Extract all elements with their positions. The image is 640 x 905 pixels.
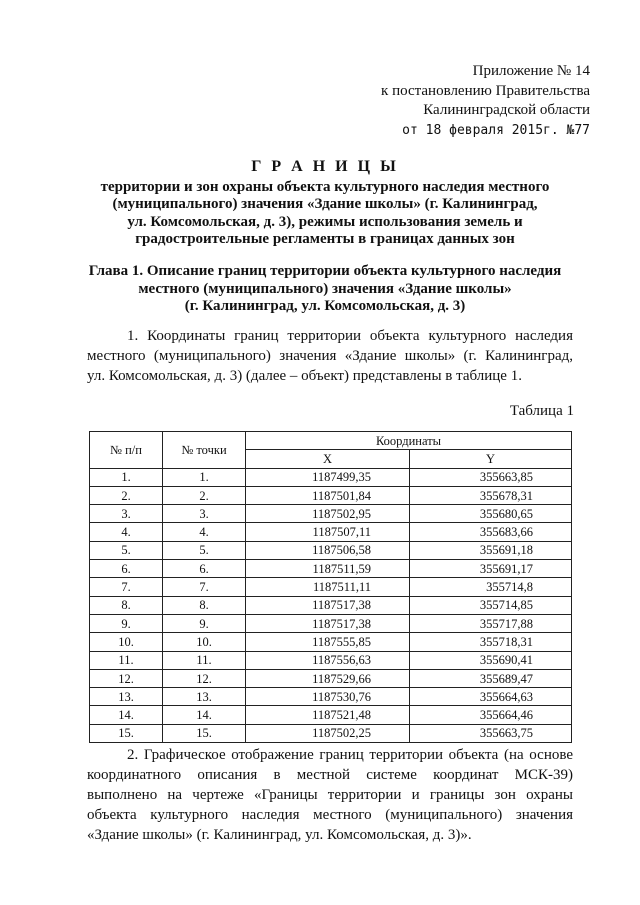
table-body: [90, 468, 572, 742]
header-coordinates: Координаты: [246, 432, 572, 450]
cell-point: 8.: [163, 596, 246, 614]
header-num: № п/п: [90, 432, 163, 469]
cell-num: 13.: [90, 688, 163, 706]
cell-x: 1187530,76: [246, 688, 410, 706]
title-line-2: (муниципального) значения «Здание школы» (г. Калининград,: [112, 196, 538, 212]
cell-x: 1187501,84: [246, 486, 410, 504]
cell-point: 12.: [163, 669, 246, 687]
table-row: [90, 596, 572, 614]
cell-num: 4.: [90, 523, 163, 541]
table-row: [90, 486, 572, 504]
paragraph-1-line-2: местного (муниципального) значения «Здание школы» (г. Калининград,: [87, 348, 573, 364]
cell-point: 2.: [163, 486, 246, 504]
cell-point: 15.: [163, 724, 246, 742]
chapter-heading: [70, 263, 580, 316]
cell-point: 9.: [163, 614, 246, 632]
cell-y: 355714,85: [410, 596, 572, 614]
chapter-line-2: местного (муниципального) значения «Здание школы»: [138, 280, 512, 297]
cell-y: 355691,17: [410, 560, 572, 578]
table-row: [90, 614, 572, 632]
cell-x: 1187502,95: [246, 505, 410, 523]
cell-x: 1187521,48: [246, 706, 410, 724]
table-row: [90, 706, 572, 724]
table-row: [90, 688, 572, 706]
table-row: [90, 523, 572, 541]
cell-point: 13.: [163, 688, 246, 706]
cell-num: 7.: [90, 578, 163, 596]
chapter-line-1: Глава 1. Описание границ территории объекта культурного наследия: [88, 263, 562, 279]
paragraph-2-line-1: 2. Графическое отображение границ территории объекта (на основе: [127, 747, 573, 763]
table-row: [90, 541, 572, 559]
paragraph-1-line-3: ул. Комсомольская, д. 3) (далее – объект) представлены в таблице 1.: [87, 368, 522, 384]
appendix-region: Калининградской области: [423, 102, 590, 118]
cell-num: 15.: [90, 724, 163, 742]
title-main: Г Р А Н И Ц Ы: [251, 158, 399, 175]
table-row: [90, 651, 572, 669]
paragraph-1: [87, 326, 573, 386]
cell-num: 8.: [90, 596, 163, 614]
cell-num: 1.: [90, 468, 163, 486]
cell-num: 11.: [90, 651, 163, 669]
header-x: X: [246, 450, 410, 468]
title-line-3: ул. Комсомольская, д. 3), режимы использования земель и: [127, 213, 523, 230]
coordinates-table: [89, 431, 572, 743]
table-row: [90, 578, 572, 596]
cell-num: 12.: [90, 669, 163, 687]
cell-point: 4.: [163, 523, 246, 541]
cell-point: 3.: [163, 505, 246, 523]
cell-num: 6.: [90, 560, 163, 578]
appendix-resolution: к постановлению Правительства: [381, 82, 590, 99]
cell-num: 5.: [90, 541, 163, 559]
cell-y: 355717,88: [410, 614, 572, 632]
table-row: [90, 669, 572, 687]
paragraph-2-line-3: выполнено на чертеже «Границы территории и границы зон охраны: [87, 787, 573, 803]
cell-y: 355663,85: [410, 468, 572, 486]
cell-x: 1187517,38: [246, 614, 410, 632]
cell-y: 355678,31: [410, 486, 572, 504]
paragraph-1-line-1: 1. Координаты границ территории объекта культурного наследия: [127, 328, 573, 344]
table-caption: Таблица 1: [509, 403, 574, 419]
cell-point: 6.: [163, 560, 246, 578]
cell-y: 355683,66: [410, 523, 572, 541]
header-y: Y: [410, 450, 572, 468]
cell-x: 1187511,11: [246, 578, 410, 596]
cell-point: 7.: [163, 578, 246, 596]
cell-point: 11.: [163, 651, 246, 669]
appendix-date: от 18 февраля 2015г. №77: [402, 122, 590, 138]
cell-y: 355664,63: [410, 688, 572, 706]
header-point: № точки: [163, 432, 246, 469]
cell-x: 1187502,25: [246, 724, 410, 742]
cell-point: 5.: [163, 541, 246, 559]
cell-y: 355663,75: [410, 724, 572, 742]
title-line-4: градостроительные регламенты в границах данных зон: [135, 231, 515, 247]
cell-num: 9.: [90, 614, 163, 632]
cell-x: 1187555,85: [246, 633, 410, 651]
cell-num: 2.: [90, 486, 163, 504]
cell-y: 355664,46: [410, 706, 572, 724]
cell-num: 14.: [90, 706, 163, 724]
cell-x: 1187499,35: [246, 468, 410, 486]
cell-y: 355718,31: [410, 633, 572, 651]
cell-y: 355714,8: [410, 578, 572, 596]
table-row: [90, 633, 572, 651]
table-row: [90, 560, 572, 578]
paragraph-2-line-4: объекта культурного наследия местного (муниципального) значения: [87, 807, 573, 823]
table-row: [90, 468, 572, 486]
cell-x: 1187506,58: [246, 541, 410, 559]
paragraph-2-line-2: координатного описания в местной системе координат МСК-39): [87, 767, 573, 783]
cell-x: 1187517,38: [246, 596, 410, 614]
cell-y: 355689,47: [410, 669, 572, 687]
cell-num: 3.: [90, 505, 163, 523]
cell-point: 10.: [163, 633, 246, 651]
cell-x: 1187511,59: [246, 560, 410, 578]
cell-point: 14.: [163, 706, 246, 724]
table-row: [90, 724, 572, 742]
table-row: [90, 505, 572, 523]
chapter-line-3: (г. Калининград, ул. Комсомольская, д. 3): [184, 298, 466, 314]
cell-y: 355680,65: [410, 505, 572, 523]
cell-y: 355690,41: [410, 651, 572, 669]
cell-num: 10.: [90, 633, 163, 651]
cell-point: 1.: [163, 468, 246, 486]
cell-x: 1187529,66: [246, 669, 410, 687]
appendix-number: Приложение № 14: [472, 63, 590, 79]
document-title: [70, 158, 580, 249]
cell-x: 1187507,11: [246, 523, 410, 541]
paragraph-2-line-5: «Здание школы» (г. Калининград, ул. Комсомольская, д. 3)».: [87, 827, 472, 843]
paragraph-2: [87, 745, 573, 845]
cell-y: 355691,18: [410, 541, 572, 559]
title-line-1: территории и зон охраны объекта культурного наследия местного: [100, 178, 550, 195]
appendix-header: [330, 62, 590, 140]
cell-x: 1187556,63: [246, 651, 410, 669]
